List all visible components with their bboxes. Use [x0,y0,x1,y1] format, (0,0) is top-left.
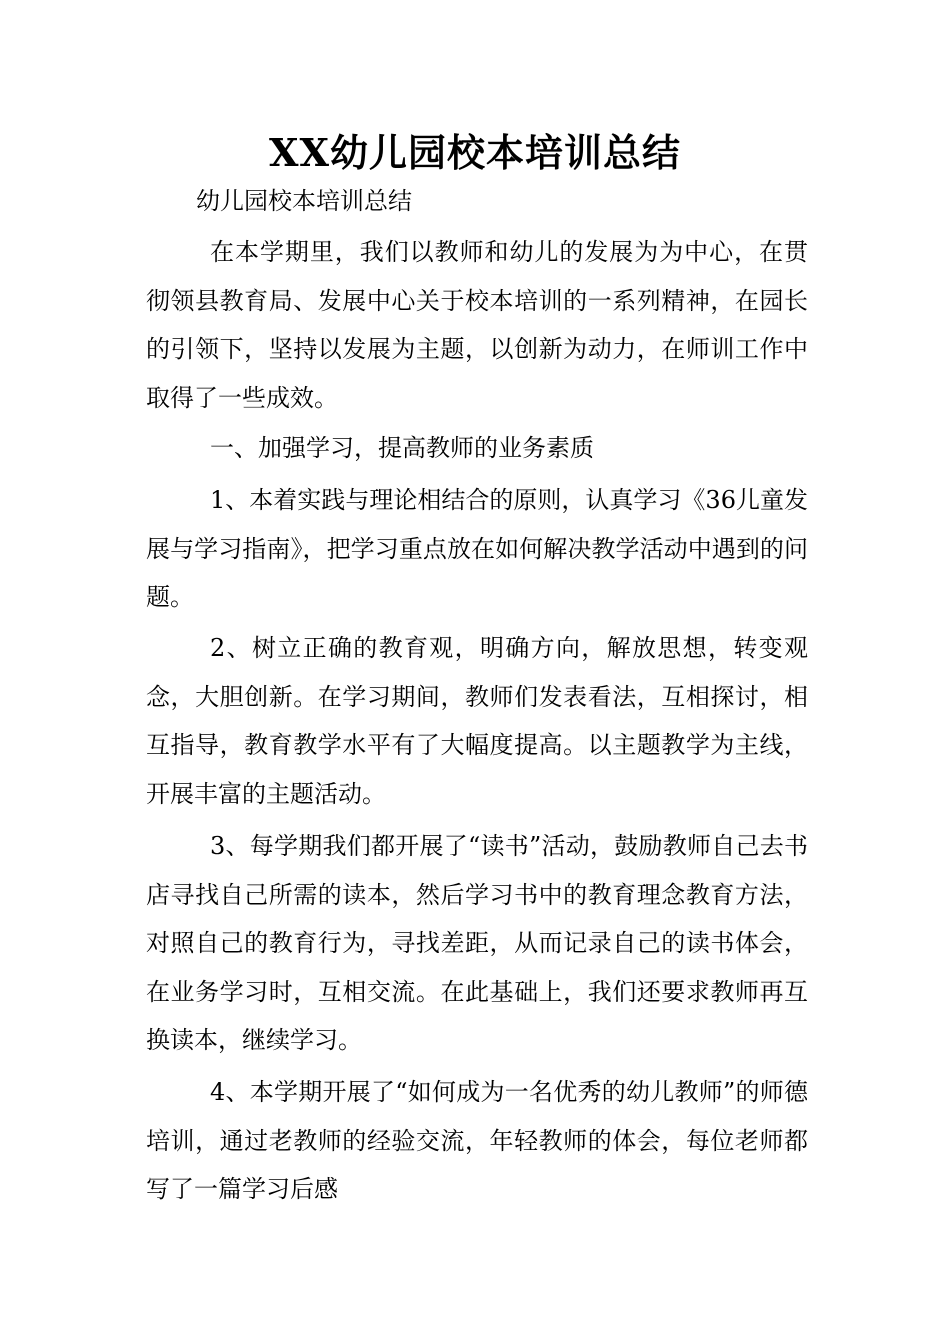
section-heading-1: 一、加强学习，提高教师的业务素质 [210,434,594,462]
document-subtitle: 幼儿园校本培训总结 [196,187,412,215]
document-title: XX幼儿园校本培训总结 [269,130,681,175]
paragraph-item-2: 2、树立正确的教育观，明确方向，解放思想，转变观念，大胆创新。在学习期间，教师们发表看法，互相探讨，相互指导，教育教学水平有了大幅度提高。以主题教学为主线，开展丰富的主题活动。 [146,634,808,808]
paragraph-intro: 在本学期里，我们以教师和幼儿的发展为为中心，在贯彻领县教育局、发展中心关于校本培训的一系列精神，在园长的引领下，坚持以发展为主题，以创新为动力，在师训工作中取得了一些成效。 [146,238,808,412]
paragraph-item-1: 1、本着实践与理论相结合的原则，认真学习《36儿童发展与学习指南》，把学习重点放在如何解决教学活动中遇到的问题。 [146,486,808,612]
paragraph-item-3: 3、每学期我们都开展了“读书”活动，鼓励教师自己去书店寻找自己所需的读本，然后学习书中的教育理念教育方法，对照自己的教育行为，寻找差距，从而记录自己的读书体会，在业务学习时，互相交流。在此基础上，我们还要求教师再互换读本，继续学习。 [146,832,808,1055]
paragraph-item-4: 4、本学期开展了“如何成为一名优秀的幼儿教师”的师德培训，通过老教师的经验交流，年轻教师的体会，每位老师都写了一篇学习后感 [146,1078,808,1204]
